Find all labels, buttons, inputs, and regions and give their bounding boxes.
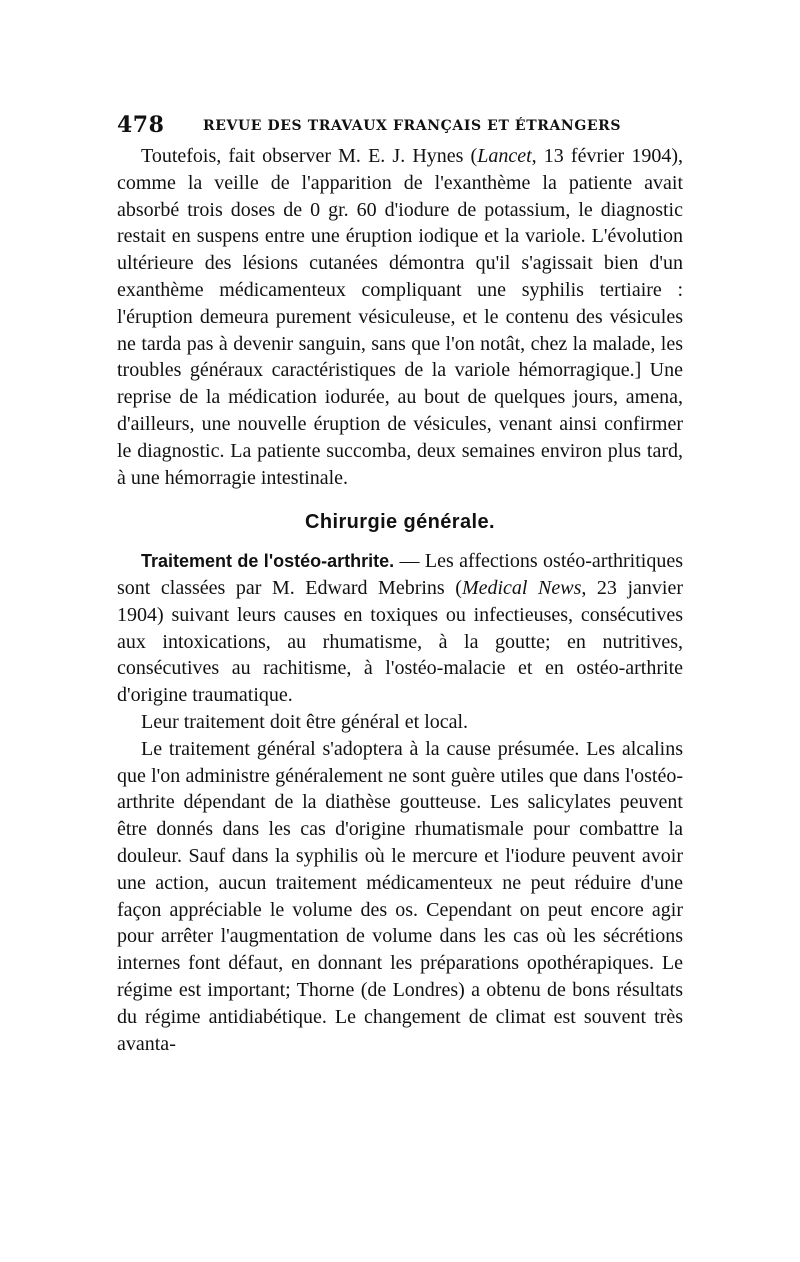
paragraph-text: Toutefois, fait observer M. E. J. Hynes ( (141, 145, 478, 167)
journal-citation: Lancet (477, 145, 532, 167)
page-number: 478 (117, 112, 165, 138)
article-lead-title: Traitement de l'ostéo-arthrite. (141, 551, 395, 572)
paragraph-text: , 23 janvier 1904) suivant leurs causes en toxiques ou infectieuses, consécutives aux intoxications, au rhumatisme, à la goutte; en nutritives, consécutives au rachitisme, à l'ostéo-malacie et en ostéo-arthrite d'origine traumatique. (117, 576, 684, 707)
paragraph-osteo-arthrite (117, 548, 683, 709)
body-text (117, 143, 683, 1057)
journal-citation: Medical News (461, 576, 582, 599)
paragraph-traitement-general: Le traitement général s'adoptera à la cause présumée. Les alcalins que l'on administre généralement ne sont guère utiles que dans l'ostéo-arthrite dépendant de la diathèse goutteuse. Les salicylates peuvent être donnés dans les cas d'origine rhumatismale pour combattre la douleur. Sauf dans la syphilis où le mercure et l'iodure peuvent avoir une action, aucun traitement médicamenteux ne peut réduire d'une façon appréciable le volume des os. Cependant on peut encore agir pour arrêter l'augmentation de volume dans les cas où les sécrétions internes font défaut, en donnant les préparations opothérapiques. Le régime est important; Thorne (de Londres) a obtenu de bons résultats du régime antidiabétique. Le changement de climat est souvent très avanta- (117, 737, 683, 1055)
paragraph-text: — Les affections ostéo-arthritiques sont classées par M. Edward Mebrins ( (117, 550, 684, 599)
paragraph-hynes-case (117, 143, 683, 491)
paragraph-traitement: Leur traitement doit être général et local. (141, 710, 469, 733)
section-heading: Chirurgie générale. (305, 511, 495, 534)
running-head: REVUE DES TRAVAUX FRANÇAIS ET ÉTRANGERS (203, 118, 622, 134)
paragraph-text: , 13 février 1904), comme la veille de l'apparition de l'exanthème la patiente avait absorbé trois doses de 0 gr. 60 d'iodure de potassium, le diagnostic restait en suspens entre une éruption iodique et la variole. L'évolution ultérieure des lésions cutanées démontra qu'il s'agissait bien d'un exanthème médicamenteux compliquant une syphilis tertiaire : l'éruption demeura purement vésiculeuse, et le contenu des vésicules ne tarda pas à devenir sanguin, sans que l'on notât, chez la malade, les troubles généraux caractéristiques de la variole hémorragique.] Une reprise de la médication iodurée, au bout de quelques jours, amena, d'ailleurs, une nouvelle éruption de vésicules, venant ainsi confirmer le diagnostic. La patiente succomba, deux semaines environ plus tard, à une hémorragie intestinale. (117, 145, 683, 489)
page-header (117, 112, 683, 140)
